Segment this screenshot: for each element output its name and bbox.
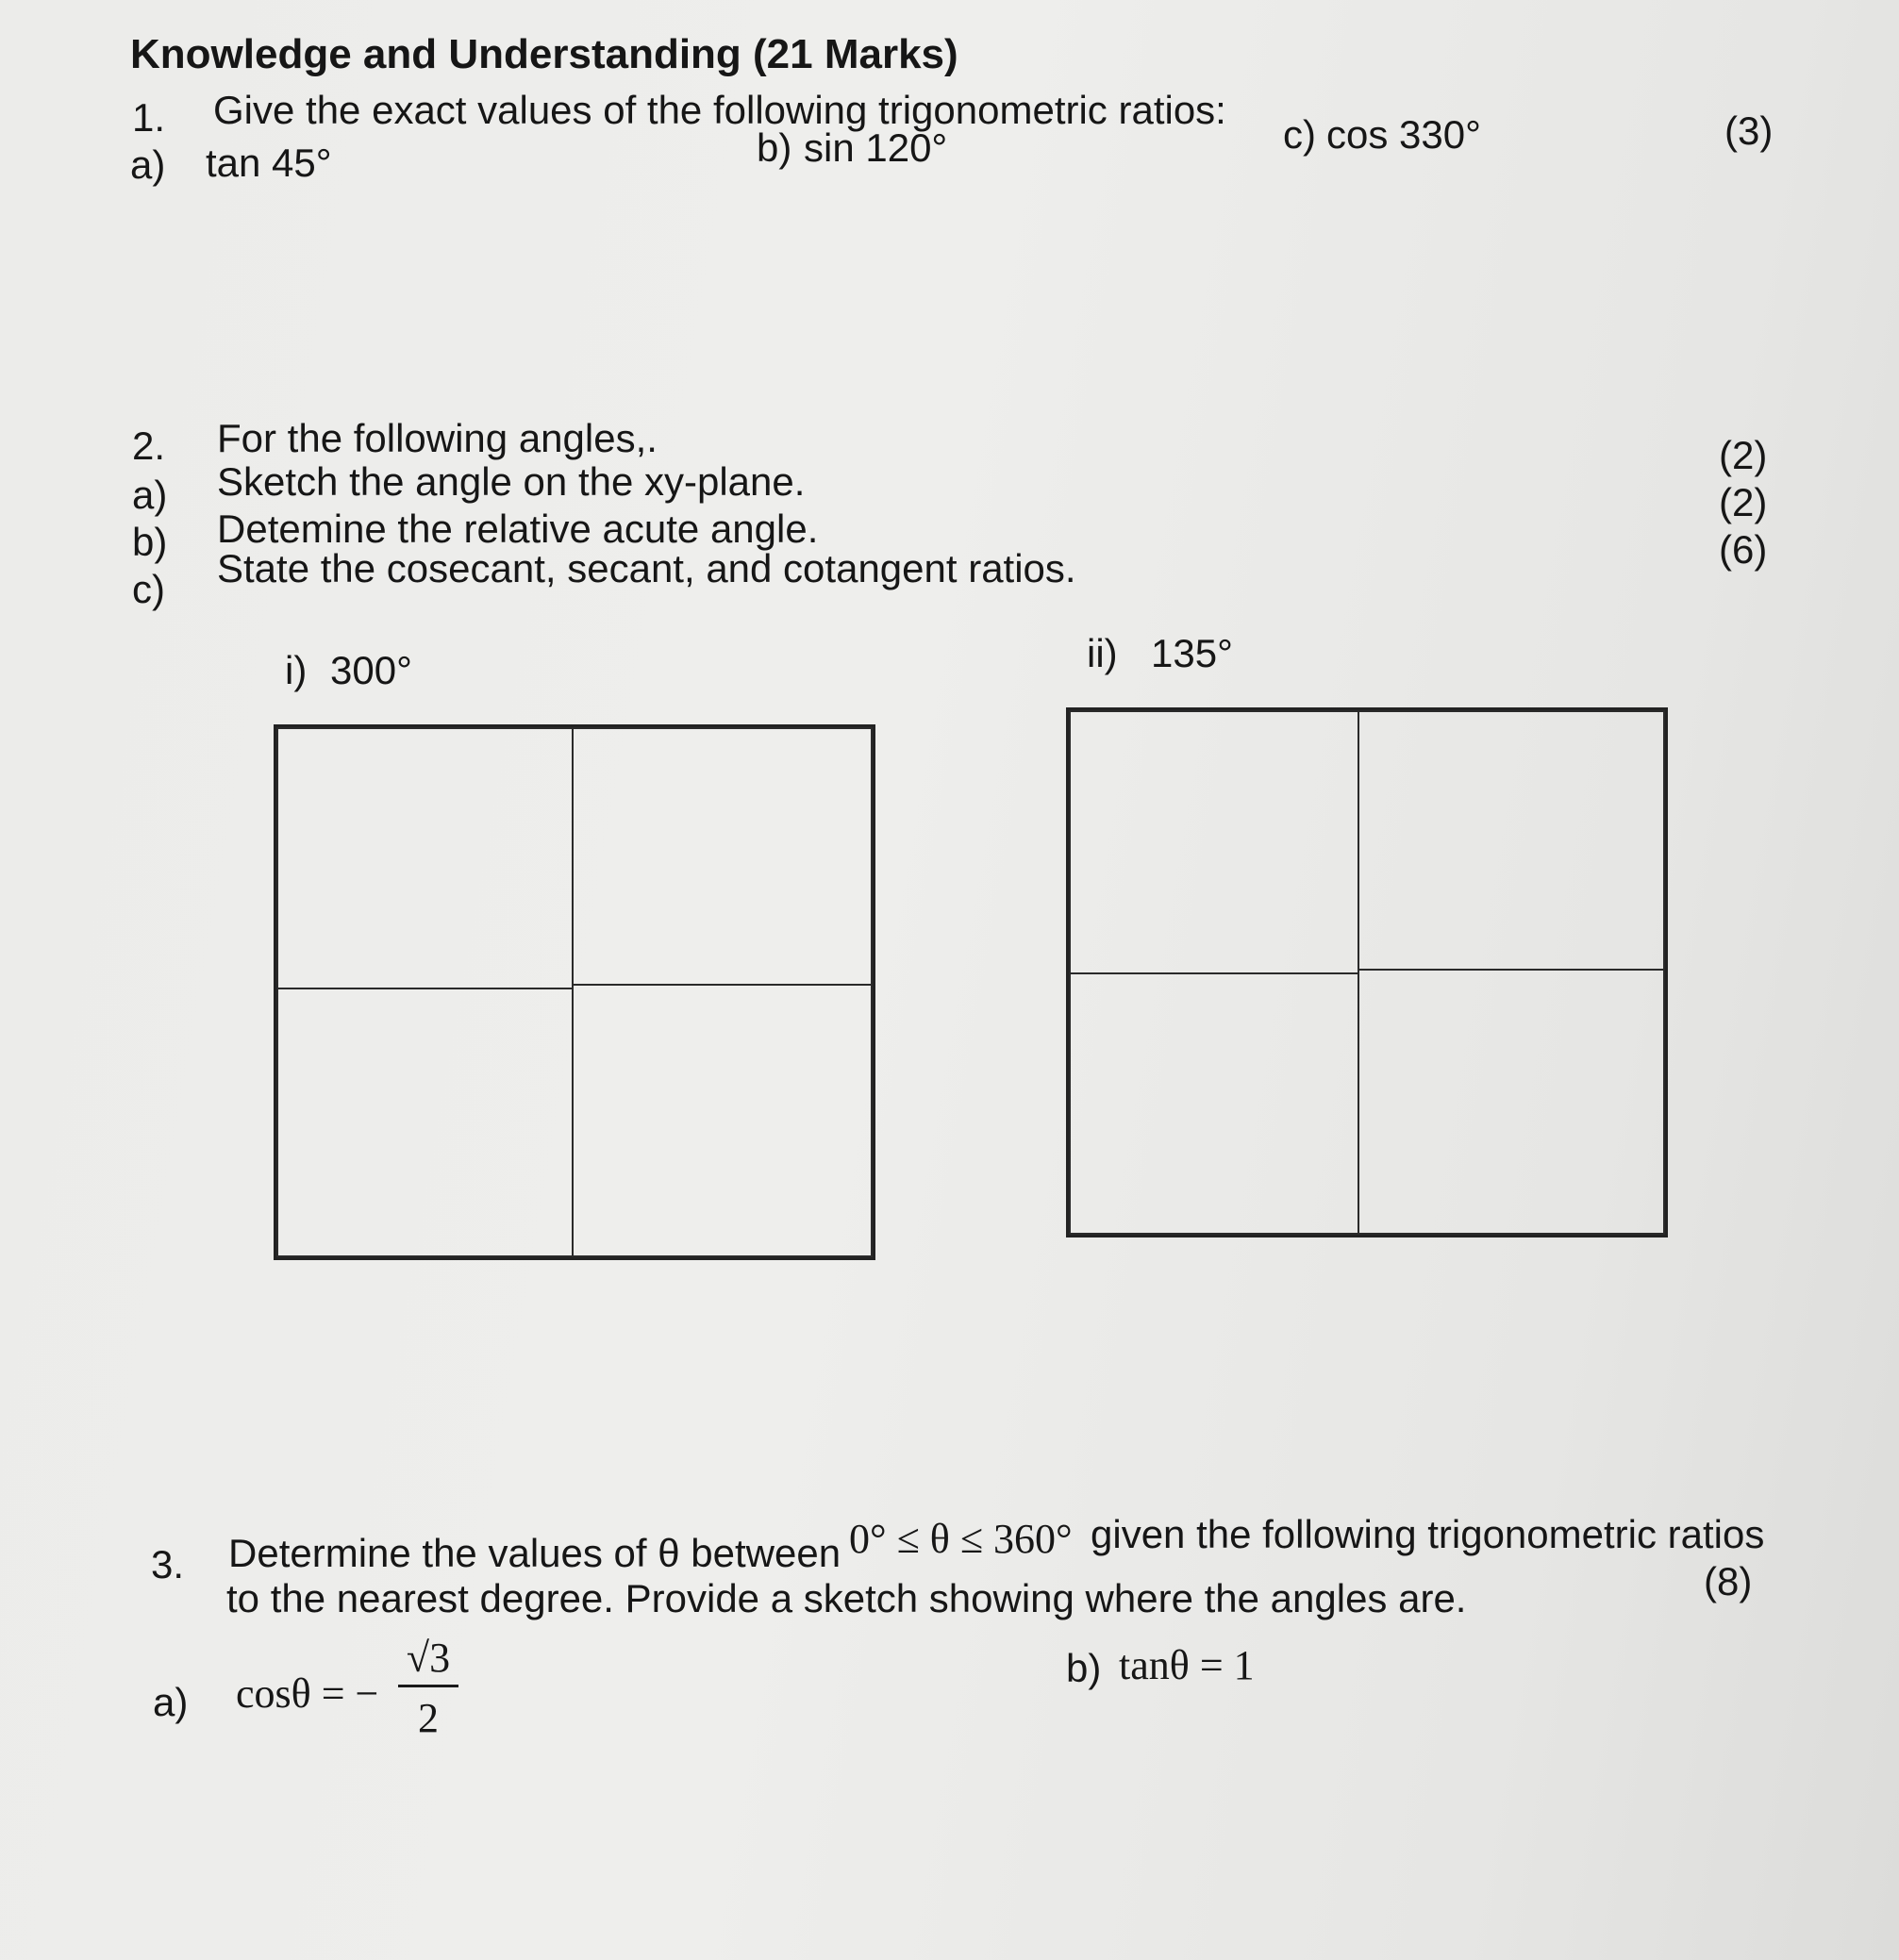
q1-number: 1. [132, 95, 166, 140]
sketch-grid-300[interactable] [274, 724, 875, 1260]
q2-part-c-text: State the cosecant, secant, and cotangent ratios. [217, 546, 1076, 590]
section-title: Knowledge and Understanding (21 Marks) [130, 31, 958, 77]
grid-300-quadrant-2 [276, 727, 574, 989]
grid-135-quadrant-2 [1069, 710, 1359, 974]
q2-part-b-marks: (2) [1719, 480, 1768, 524]
grid-135-quadrant-4 [1358, 969, 1665, 1235]
grid-135-quadrant-3 [1069, 972, 1359, 1235]
q3-part-a-fraction-bar [398, 1685, 458, 1687]
q1-part-b-label: b) [757, 125, 792, 170]
q2-number: 2. [132, 424, 166, 468]
q1-part-a-label: a) [130, 142, 166, 187]
angle-i-label: i) [285, 648, 308, 692]
q2-part-a-marks: (2) [1719, 433, 1768, 477]
q2-part-a-text: Sketch the angle on the xy-plane. [217, 459, 806, 504]
q1-prompt: Give the exact values of the following trigonometric ratios: [213, 88, 1226, 132]
q3-marks: (8) [1704, 1559, 1753, 1603]
q3-prompt-start: Determine the values of θ between [228, 1531, 841, 1575]
q2-part-b-text: Detemine the relative acute angle. [217, 507, 819, 551]
q2-part-c-marks: (6) [1719, 527, 1768, 572]
q1-part-c-label: c) [1283, 112, 1316, 157]
q1-part-b-text: sin 120° [804, 125, 948, 170]
q1-marks: (3) [1724, 108, 1774, 153]
q2-part-b-label: b) [132, 520, 168, 564]
grid-300-quadrant-3 [276, 988, 574, 1257]
angle-i-value: 300° [330, 648, 412, 692]
q3-prompt-line2: to the nearest degree. Provide a sketch showing where the angles are. [226, 1576, 1467, 1620]
q1-part-a-text: tan 45° [206, 141, 332, 185]
q3-number: 3. [151, 1542, 185, 1586]
q3-part-a-denominator: 2 [418, 1695, 439, 1741]
q3-part-a-numerator: √3 [406, 1635, 451, 1681]
q1-part-c-text: cos 330° [1326, 112, 1481, 157]
angle-ii-label: ii) [1087, 631, 1118, 675]
q3-part-b-equation: tanθ = 1 [1119, 1642, 1255, 1688]
grid-300-quadrant-4 [572, 984, 873, 1257]
q3-range: 0° ≤ θ ≤ 360° [849, 1516, 1073, 1562]
q3-part-a-equation: cosθ = − [236, 1670, 379, 1717]
q3-part-a-label: a) [153, 1680, 189, 1724]
angle-ii-value: 135° [1151, 631, 1233, 675]
q3-part-b-label: b) [1066, 1646, 1102, 1690]
q2-part-a-label: a) [132, 473, 168, 517]
q3-prompt-end: given the following trigonometric ratios [1091, 1512, 1765, 1556]
q2-prompt: For the following angles,. [217, 416, 658, 460]
q2-part-c-label: c) [132, 567, 165, 611]
sketch-grid-135[interactable] [1066, 707, 1668, 1237]
grid-300-quadrant-1 [572, 727, 873, 986]
grid-135-quadrant-1 [1358, 710, 1665, 971]
